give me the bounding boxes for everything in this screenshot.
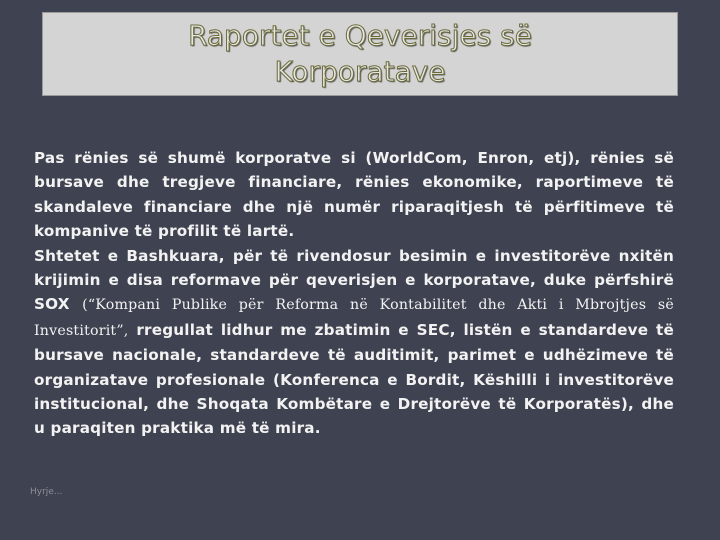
paragraph-1: Pas rënies së shumë korporatve si (WorldCom, Enron, etj), rënies së bursave dhe tregjeve financiare, rënies ekonomike, raportimeve të skandaleve financiare dhe një numër riparaqitjesh të përfitimeve të kompanive të profilit të lartë. [34,149,674,241]
paragraph-2 [34,244,674,441]
footer-note: Hyrje... [30,487,63,497]
slide-title: Raportet e Qeverisjes së Korporatave [188,19,532,88]
paragraph-2-part-2: rregullat lidhur me zbatimin e SEC, listën e standardeve të bursave nacionale, standardeve të auditimit, parimet e udhëzimeve të organizatave profesionale (Konferenca e Bordit, Këshilli i investitorëve institucional, dhe Shoqata Kombëtare e Drejtorëve të Korporatës), dhe u paraqiten praktika më të mira. [34,320,674,438]
slide-title-box [42,12,678,96]
slide-body [34,146,674,441]
paragraph-2-serif-quote: (“Kompani Publike për Reforma në Kontabilitet dhe Akti i Mbrojtjes së Investitorit”, [34,297,674,339]
paragraph-2-part-1: Shtetet e Bashkuara, për të rivendosur besimin e investitorëve nxitën krijimin e disa reformave për qeverisjen e korporatave, duke përfshirë SOX [34,246,674,314]
